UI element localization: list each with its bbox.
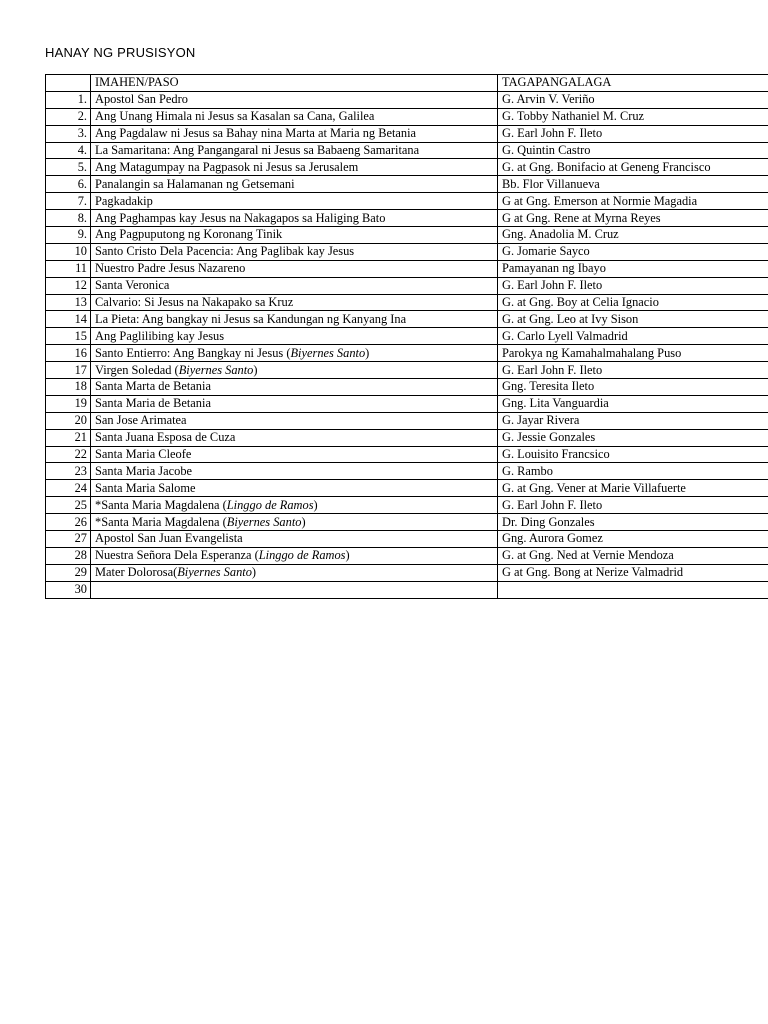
row-number-cell: 7.: [46, 193, 91, 210]
row-number-cell: 8.: [46, 210, 91, 227]
row-image-cell: [91, 531, 498, 548]
table-row: [46, 91, 768, 108]
row-number-cell: 28: [46, 547, 91, 564]
row-sponsor-cell: Dr. Ding Gonzales: [498, 514, 768, 531]
row-sponsor-cell: G. Earl John F. Ileto: [498, 125, 768, 142]
image-note-suffix: ): [301, 514, 306, 529]
row-image-cell: [91, 193, 498, 210]
row-number-cell: 13: [46, 294, 91, 311]
row-image-cell: [91, 294, 498, 311]
row-number-cell: 9.: [46, 227, 91, 244]
row-image-cell: [91, 125, 498, 142]
row-sponsor-cell: G at Gng. Emerson at Normie Magadia: [498, 193, 768, 210]
header-number-cell: [46, 75, 91, 92]
row-number-cell: 1.: [46, 91, 91, 108]
row-sponsor-cell: G. at Gng. Ned at Vernie Mendoza: [498, 547, 768, 564]
table-row: [46, 362, 768, 379]
row-image-cell: [91, 497, 498, 514]
table-row: [46, 125, 768, 142]
image-name-text: Santa Maria Cleofe: [95, 447, 192, 462]
row-sponsor-cell: Pamayanan ng Ibayo: [498, 260, 768, 277]
row-sponsor-cell: G. at Gng. Vener at Marie Villafuerte: [498, 480, 768, 497]
image-name-text: Ang Pagpuputong ng Koronang Tinik: [95, 227, 283, 242]
image-note-text: Linggo de Ramos: [258, 548, 346, 563]
image-name-text: Santa Marta de Betania: [95, 379, 211, 394]
table-row: [46, 531, 768, 548]
row-sponsor-cell: G. at Gng. Leo at Ivy Sison: [498, 311, 768, 328]
table-row: [46, 277, 768, 294]
row-number-cell: 16: [46, 345, 91, 362]
table-row: [46, 210, 768, 227]
table-row: [46, 429, 768, 446]
row-number-cell: 21: [46, 429, 91, 446]
image-note-text: Biyernes Santo: [178, 362, 254, 377]
row-image-cell: [91, 311, 498, 328]
image-name-text: Santa Maria Salome: [95, 480, 196, 495]
row-sponsor-cell: [498, 581, 768, 598]
table-row: [46, 243, 768, 260]
row-sponsor-cell: G. at Gng. Bonifacio at Geneng Francisco: [498, 159, 768, 176]
row-image-cell: [91, 429, 498, 446]
row-sponsor-cell: G. Quintin Castro: [498, 142, 768, 159]
table-row: [46, 514, 768, 531]
row-sponsor-cell: G. Jayar Rivera: [498, 412, 768, 429]
image-note-suffix: ): [313, 497, 318, 512]
image-name-text: Ang Paghampas kay Jesus na Nakagapos sa Haliging Bato: [95, 210, 386, 225]
row-image-cell: [91, 547, 498, 564]
image-name-text: Nuestra Señora Dela Esperanza (: [95, 548, 259, 563]
row-image-cell: [91, 210, 498, 227]
table-row: [46, 395, 768, 412]
row-number-cell: 26: [46, 514, 91, 531]
row-sponsor-cell: Gng. Teresita Ileto: [498, 379, 768, 396]
row-image-cell: [91, 412, 498, 429]
image-name-text: Mater Dolorosa(: [95, 565, 178, 580]
row-number-cell: 14: [46, 311, 91, 328]
table-row: [46, 581, 768, 598]
image-name-text: Santo Cristo Dela Pacencia: Ang Paglibak kay Jesus: [95, 244, 355, 259]
row-sponsor-cell: G. at Gng. Boy at Celia Ignacio: [498, 294, 768, 311]
row-number-cell: 3.: [46, 125, 91, 142]
image-name-text: Ang Paglilibing kay Jesus: [95, 328, 225, 343]
row-number-cell: 22: [46, 446, 91, 463]
row-sponsor-cell: G. Tobby Nathaniel M. Cruz: [498, 108, 768, 125]
row-number-cell: 25: [46, 497, 91, 514]
image-note-suffix: ): [253, 362, 258, 377]
image-name-text: Santa Veronica: [95, 278, 170, 293]
header-image-cell: IMAHEN/PASO: [91, 75, 498, 92]
row-image-cell: [91, 463, 498, 480]
row-sponsor-cell: Parokya ng Kamahalmahalang Puso: [498, 345, 768, 362]
image-name-text: *Santa Maria Magdalena (: [95, 514, 227, 529]
row-sponsor-cell: G. Earl John F. Ileto: [498, 277, 768, 294]
row-image-cell: [91, 345, 498, 362]
row-image-cell: [91, 108, 498, 125]
image-name-text: Pagkadakip: [95, 193, 153, 208]
image-note-suffix: ): [251, 565, 257, 580]
table-row: [46, 463, 768, 480]
image-name-text: Apostol San Pedro: [95, 92, 188, 107]
image-note-suffix: ): [345, 548, 350, 563]
table-row: [46, 328, 768, 345]
row-sponsor-cell: Gng. Aurora Gomez: [498, 531, 768, 548]
row-number-cell: 19: [46, 395, 91, 412]
row-sponsor-cell: G. Earl John F. Ileto: [498, 497, 768, 514]
row-image-cell: [91, 176, 498, 193]
row-sponsor-cell: G. Jessie Gonzales: [498, 429, 768, 446]
row-image-cell: [91, 277, 498, 294]
row-number-cell: 27: [46, 531, 91, 548]
row-sponsor-cell: G. Carlo Lyell Valmadrid: [498, 328, 768, 345]
row-number-cell: 10: [46, 243, 91, 260]
row-number-cell: 30: [46, 581, 91, 598]
image-name-text: Virgen Soledad (: [95, 362, 179, 377]
image-name-text: La Pieta: Ang bangkay ni Jesus sa Kandungan ng Kanyang Ina: [95, 311, 407, 326]
table-row: [46, 547, 768, 564]
table-row: [46, 142, 768, 159]
row-image-cell: [91, 142, 498, 159]
image-name-text: Ang Unang Himala ni Jesus sa Kasalan sa Cana, Galilea: [95, 109, 375, 124]
row-number-cell: 24: [46, 480, 91, 497]
row-number-cell: 6.: [46, 176, 91, 193]
row-sponsor-cell: G. Jomarie Sayco: [498, 243, 768, 260]
table-row: [46, 260, 768, 277]
row-image-cell: [91, 395, 498, 412]
image-name-text: Nuestro Padre Jesus Nazareno: [95, 261, 246, 276]
row-image-cell: [91, 514, 498, 531]
table-row: [46, 108, 768, 125]
row-image-cell: [91, 581, 498, 598]
table-row: [46, 193, 768, 210]
row-number-cell: 11: [46, 260, 91, 277]
image-name-text: Santo Entierro: Ang Bangkay ni Jesus (: [95, 345, 291, 360]
table-header-row: [46, 75, 768, 92]
image-note-suffix: ): [365, 345, 370, 360]
row-image-cell: [91, 227, 498, 244]
image-name-text: Panalangin sa Halamanan ng Getsemani: [95, 176, 295, 191]
image-name-text: La Samaritana: Ang Pangangaral ni Jesus sa Babaeng Samaritana: [95, 143, 420, 157]
row-image-cell: [91, 362, 498, 379]
row-sponsor-cell: Bb. Flor Villanueva: [498, 176, 768, 193]
row-image-cell: [91, 379, 498, 396]
image-note-text: Biyernes Santo: [290, 345, 366, 360]
image-name-text: Santa Maria Jacobe: [95, 463, 193, 478]
image-note-text: Biyernes Santo: [226, 514, 302, 529]
table-row: [46, 446, 768, 463]
row-number-cell: 20: [46, 412, 91, 429]
row-number-cell: 29: [46, 564, 91, 581]
row-image-cell: [91, 446, 498, 463]
procession-table-body: [46, 75, 768, 599]
row-sponsor-cell: Gng. Lita Vanguardia: [498, 395, 768, 412]
row-number-cell: 4.: [46, 142, 91, 159]
row-number-cell: 15: [46, 328, 91, 345]
row-image-cell: [91, 564, 498, 581]
table-row: [46, 311, 768, 328]
image-note-text: Linggo de Ramos: [226, 497, 314, 512]
row-number-cell: 5.: [46, 159, 91, 176]
image-name-text: Santa Juana Esposa de Cuza: [95, 430, 236, 445]
row-sponsor-cell: G. Arvin V. Veriño: [498, 91, 768, 108]
image-name-text: San Jose Arimatea: [95, 413, 187, 428]
row-number-cell: 17: [46, 362, 91, 379]
table-row: [46, 176, 768, 193]
row-sponsor-cell: G. Earl John F. Ileto: [498, 362, 768, 379]
row-sponsor-cell: Gng. Anadolia M. Cruz: [498, 227, 768, 244]
procession-table: [45, 74, 768, 599]
row-sponsor-cell: G. Rambo: [498, 463, 768, 480]
document-title: HANAY NG PRUSISYON: [45, 45, 196, 60]
header-sponsor-cell: TAGAPANGALAGA: [498, 75, 768, 92]
image-name-text: Ang Pagdalaw ni Jesus sa Bahay nina Marta at Maria ng Betania: [95, 126, 417, 141]
table-row: [46, 345, 768, 362]
row-image-cell: [91, 328, 498, 345]
row-number-cell: 23: [46, 463, 91, 480]
row-image-cell: [91, 260, 498, 277]
image-name-text: Calvario: Si Jesus na Nakapako sa Kruz: [95, 295, 294, 310]
table-row: [46, 294, 768, 311]
row-sponsor-cell: G at Gng. Rene at Myrna Reyes: [498, 210, 768, 227]
table-row: [46, 564, 768, 581]
row-sponsor-cell: G at Gng. Bong at Nerize Valmadrid: [498, 564, 768, 581]
table-row: [46, 480, 768, 497]
table-row: [46, 497, 768, 514]
row-image-cell: [91, 159, 498, 176]
row-number-cell: 12: [46, 277, 91, 294]
row-image-cell: [91, 91, 498, 108]
table-row: [46, 379, 768, 396]
row-number-cell: 18: [46, 379, 91, 396]
row-image-cell: [91, 243, 498, 260]
image-note-text: Biyernes Santo: [177, 565, 252, 580]
row-image-cell: [91, 480, 498, 497]
image-name-text: Ang Matagumpay na Pagpasok ni Jesus sa Jerusalem: [95, 159, 359, 174]
table-row: [46, 227, 768, 244]
image-name-text: Santa Maria de Betania: [95, 396, 211, 411]
image-name-text: *Santa Maria Magdalena (: [95, 497, 227, 512]
table-row: [46, 412, 768, 429]
row-sponsor-cell: G. Louisito Francsico: [498, 446, 768, 463]
row-number-cell: 2.: [46, 108, 91, 125]
table-row: [46, 159, 768, 176]
image-name-text: Apostol San Juan Evangelista: [95, 531, 243, 546]
